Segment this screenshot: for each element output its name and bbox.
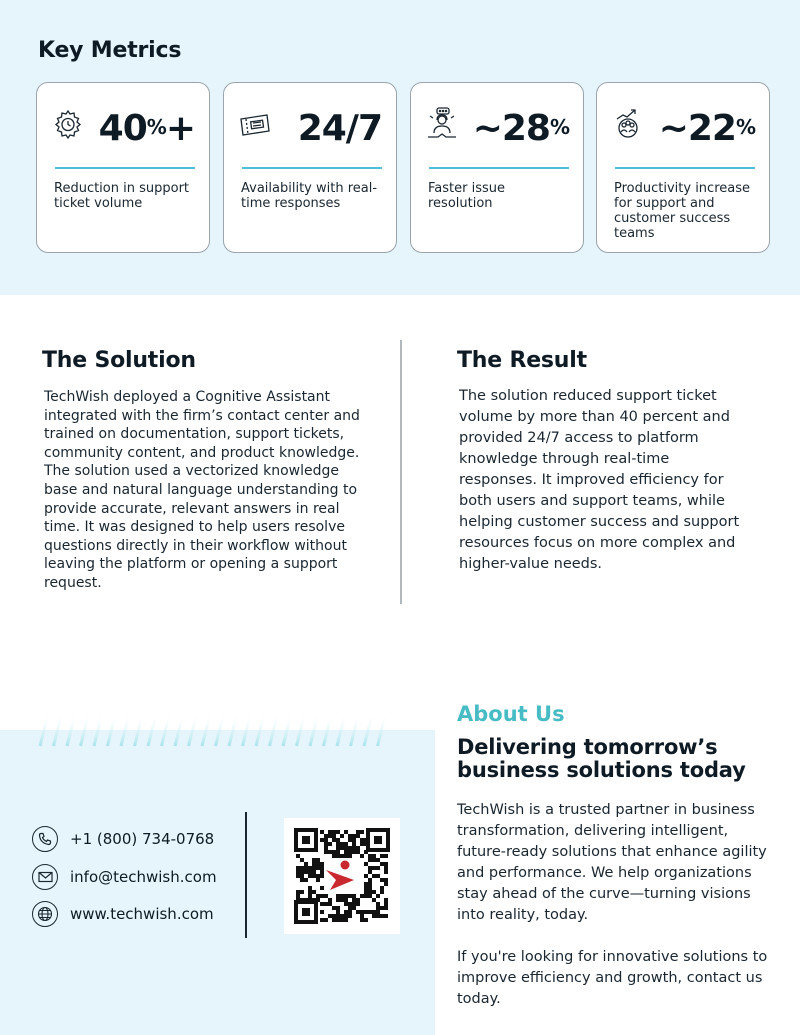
qr-module xyxy=(384,914,388,918)
about-headline-line: Delivering tomorrow’s xyxy=(457,735,718,759)
about-kicker: About Us xyxy=(457,702,565,726)
stripe xyxy=(283,714,291,746)
qr-module xyxy=(384,902,388,906)
qr-module xyxy=(336,894,340,898)
qr-module xyxy=(348,906,352,910)
qr-module xyxy=(352,898,356,902)
metric-card xyxy=(36,82,210,253)
stripe xyxy=(243,714,251,746)
qr-module xyxy=(300,878,304,882)
stripe xyxy=(175,714,183,746)
phone-row[interactable] xyxy=(32,826,214,852)
qr-module xyxy=(340,894,344,898)
qr-module xyxy=(344,902,348,906)
qr-module xyxy=(332,918,336,922)
qr-module xyxy=(332,838,336,842)
qr-module xyxy=(300,870,304,874)
qr-module xyxy=(344,910,348,914)
qr-module xyxy=(356,834,360,838)
qr-module xyxy=(380,862,384,866)
qr-module xyxy=(364,910,368,914)
stripe xyxy=(40,714,48,746)
qr-module xyxy=(332,850,336,854)
qr-module xyxy=(316,862,320,866)
qr-module xyxy=(368,886,372,890)
qr-module xyxy=(364,894,368,898)
qr-module xyxy=(328,850,332,854)
qr-module xyxy=(324,842,328,846)
qr-module xyxy=(320,918,324,922)
qr-module xyxy=(324,894,328,898)
qr-module xyxy=(328,914,332,918)
qr-module xyxy=(308,866,312,870)
qr-module xyxy=(348,838,352,842)
qr-module xyxy=(380,854,384,858)
qr-module xyxy=(364,890,368,894)
metric-rule xyxy=(429,167,569,169)
qr-module xyxy=(352,894,356,898)
qr-module xyxy=(356,846,360,850)
email-address: info@techwish.com xyxy=(70,868,217,886)
metric-desc: Reduction in support ticket volume xyxy=(54,181,190,211)
stripe xyxy=(108,714,116,746)
ticket-icon xyxy=(238,107,272,141)
metric-value: 24/7 xyxy=(297,108,382,149)
qr-module xyxy=(360,910,364,914)
qr-module xyxy=(336,846,340,850)
qr-module xyxy=(340,854,344,858)
qr-module xyxy=(372,910,376,914)
website-row[interactable] xyxy=(32,901,214,927)
qr-module xyxy=(296,870,300,874)
qr-module xyxy=(376,902,380,906)
qr-module xyxy=(320,874,324,878)
qr-module xyxy=(364,862,368,866)
stripe xyxy=(229,714,237,746)
metric-rule xyxy=(242,167,382,169)
stripe xyxy=(337,714,345,746)
qr-module xyxy=(332,854,336,858)
metric-desc: Availability with real-time responses xyxy=(241,181,378,211)
qr-module xyxy=(336,850,340,854)
qr-module xyxy=(316,874,320,878)
qr-module xyxy=(300,858,304,862)
qr-module xyxy=(352,906,356,910)
metric-rule xyxy=(615,167,755,169)
qr-module xyxy=(336,854,340,858)
qr-module xyxy=(368,890,372,894)
qr-module xyxy=(328,834,332,838)
support-agent-icon xyxy=(425,107,459,141)
metric-value: 40%+ xyxy=(98,108,195,149)
qr-module xyxy=(368,894,372,898)
qr-module xyxy=(368,910,372,914)
qr-module xyxy=(332,914,336,918)
phone-number: +1 (800) 734-0768 xyxy=(70,830,215,848)
qr-module xyxy=(384,898,388,902)
stripe xyxy=(324,714,332,746)
qr-module xyxy=(372,858,376,862)
qr-module xyxy=(320,866,324,870)
qr-module xyxy=(320,862,324,866)
qr-module xyxy=(336,830,340,834)
qr-module xyxy=(364,886,368,890)
qr-module xyxy=(368,866,372,870)
qr-module xyxy=(344,854,348,858)
metric-desc: Productivity increase for support and customer success teams xyxy=(614,181,750,241)
qr-module xyxy=(296,890,300,894)
qr-module xyxy=(360,918,364,922)
qr-module xyxy=(368,870,372,874)
stripe xyxy=(67,714,75,746)
phone-icon xyxy=(32,826,58,852)
about-headline-line: business solutions today xyxy=(457,758,746,782)
qr-module xyxy=(368,858,372,862)
stripe xyxy=(378,714,386,746)
email-row[interactable] xyxy=(32,864,217,890)
qr-module xyxy=(380,914,384,918)
team-growth-icon xyxy=(611,107,645,141)
qr-module xyxy=(324,838,328,842)
qr-module xyxy=(336,838,340,842)
qr-module xyxy=(328,898,332,902)
metric-value: ~28% xyxy=(472,108,569,149)
stripe xyxy=(297,714,305,746)
qr-module xyxy=(304,866,308,870)
qr-module xyxy=(360,854,364,858)
gear-clock-icon xyxy=(51,107,85,141)
qr-module xyxy=(340,846,344,850)
about-paragraph: TechWish is a trusted partner in business transformation, delivering intelligent, future-ready solutions that enhance agility and performance. We help organizations stay ahead of the curve—turning visions into reality, today. xyxy=(457,802,767,923)
qr-module xyxy=(308,890,312,894)
qr-module xyxy=(320,838,324,842)
qr-module xyxy=(376,894,380,898)
qr-module xyxy=(324,918,328,922)
qr-module xyxy=(348,910,352,914)
qr-module xyxy=(308,894,312,898)
stripe xyxy=(189,714,197,746)
qr-module xyxy=(352,902,356,906)
qr-module xyxy=(372,854,376,858)
qr-module xyxy=(344,898,348,902)
qr-module xyxy=(384,866,388,870)
qr-module xyxy=(344,830,348,834)
stripe xyxy=(364,714,372,746)
qr-module xyxy=(340,918,344,922)
qr-module xyxy=(380,890,384,894)
qr-module xyxy=(328,902,332,906)
qr-module xyxy=(300,890,304,894)
qr-module xyxy=(356,898,360,902)
qr-module xyxy=(328,830,332,834)
qr-module xyxy=(348,850,352,854)
metric-desc: Faster issue resolution xyxy=(428,181,505,211)
stripe xyxy=(94,714,102,746)
qr-module xyxy=(348,846,352,850)
qr-module xyxy=(320,902,324,906)
qr-module xyxy=(356,830,360,834)
qr-module xyxy=(336,918,340,922)
qr-module xyxy=(364,918,368,922)
qr-module xyxy=(376,914,380,918)
qr-module xyxy=(324,846,328,850)
qr-module xyxy=(308,870,312,874)
qr-module xyxy=(336,842,340,846)
qr-module xyxy=(384,854,388,858)
qr-module xyxy=(312,866,316,870)
metrics-title: Key Metrics xyxy=(38,38,182,63)
qr-module xyxy=(360,894,364,898)
qr-module xyxy=(376,866,380,870)
qr-module xyxy=(368,878,372,882)
qr-module xyxy=(300,866,304,870)
qr-module xyxy=(364,874,368,878)
qr-module xyxy=(360,842,364,846)
metric-card xyxy=(596,82,770,253)
mail-icon xyxy=(32,864,58,890)
qr-module xyxy=(308,874,312,878)
stripe xyxy=(216,714,224,746)
qr-module xyxy=(304,878,308,882)
qr-module xyxy=(316,894,320,898)
qr-module xyxy=(324,834,328,838)
qr-module xyxy=(308,886,312,890)
qr-module xyxy=(384,906,388,910)
qr-module xyxy=(324,850,328,854)
stripe xyxy=(148,714,156,746)
qr-module xyxy=(340,914,344,918)
qr-module xyxy=(332,830,336,834)
qr-module xyxy=(312,874,316,878)
qr-module xyxy=(348,914,352,918)
qr-module xyxy=(360,914,364,918)
qr-module xyxy=(348,834,352,838)
qr-module xyxy=(324,902,328,906)
qr-module xyxy=(312,862,316,866)
qr-module xyxy=(348,854,352,858)
qr-module xyxy=(332,834,336,838)
qr-module xyxy=(376,858,380,862)
column-divider xyxy=(400,340,402,604)
metric-card xyxy=(223,82,397,253)
qr-code-image xyxy=(284,818,400,934)
qr-module xyxy=(380,878,384,882)
qr-module xyxy=(340,898,344,902)
qr-module xyxy=(344,914,348,918)
contact-divider xyxy=(245,812,247,938)
qr-module xyxy=(296,854,300,858)
qr-module xyxy=(372,898,376,902)
qr-module xyxy=(380,886,384,890)
qr-module xyxy=(336,906,340,910)
qr-module xyxy=(336,898,340,902)
qr-module xyxy=(372,914,376,918)
stripe xyxy=(81,714,89,746)
stripe xyxy=(162,714,170,746)
qr-module xyxy=(368,854,372,858)
stripe xyxy=(256,714,264,746)
result-text: The solution reduced support ticket volume by more than 40 percent and provided 24/7 access to platform knowledge through real-time responses. It improved efficiency for both users and support teams, while helping customer success and support resources focus on more complex and higher-value needs. xyxy=(459,388,740,572)
qr-module xyxy=(360,838,364,842)
stripe xyxy=(351,714,359,746)
qr-module xyxy=(360,830,364,834)
result-title: The Result xyxy=(457,348,587,373)
qr-module xyxy=(376,910,380,914)
qr-module xyxy=(296,874,300,878)
qr-module xyxy=(344,842,348,846)
qr-module xyxy=(340,834,344,838)
qr-module xyxy=(320,830,324,834)
qr-module xyxy=(296,866,300,870)
qr-module xyxy=(372,866,376,870)
metric-rule xyxy=(55,167,195,169)
qr-module xyxy=(376,906,380,910)
qr-module xyxy=(312,858,316,862)
about-paragraph: If you're looking for innovative solutions to improve efficiency and growth, contact us today. xyxy=(457,949,768,1007)
qr-code[interactable] xyxy=(284,818,400,934)
qr-module xyxy=(312,890,316,894)
qr-module xyxy=(352,842,356,846)
solution-title: The Solution xyxy=(42,348,196,373)
stripe xyxy=(202,714,210,746)
qr-module xyxy=(344,894,348,898)
website-url: www.techwish.com xyxy=(70,905,214,923)
qr-module xyxy=(352,838,356,842)
qr-module xyxy=(328,842,332,846)
stripe xyxy=(270,714,278,746)
qr-module xyxy=(320,870,324,874)
brand-logo-icon xyxy=(324,860,360,890)
qr-module xyxy=(352,834,356,838)
qr-module xyxy=(348,902,352,906)
qr-module xyxy=(352,850,356,854)
solution-text: TechWish deployed a Cognitive Assistant integrated with the firm’s contact center and trained on documentation, support tickets, community content, and product knowledge. The solution used a vectorized knowledge base and natural language understanding to provide accurate, relevant answers in real time. It was designed to help users resolve questions directly in their workflow without leaving the platform or opening a support request. xyxy=(44,389,360,591)
metric-value: ~22% xyxy=(658,108,755,149)
qr-module xyxy=(384,878,388,882)
qr-module xyxy=(384,882,388,886)
qr-module xyxy=(300,874,304,878)
qr-module xyxy=(356,910,360,914)
qr-module xyxy=(356,902,360,906)
qr-module xyxy=(372,874,376,878)
qr-module xyxy=(316,878,320,882)
qr-module xyxy=(364,882,368,886)
qr-module xyxy=(384,870,388,874)
qr-module xyxy=(344,850,348,854)
globe-icon xyxy=(32,901,58,927)
qr-module xyxy=(356,850,360,854)
decorative-stripes xyxy=(36,712,396,748)
qr-module xyxy=(312,870,316,874)
qr-module xyxy=(376,874,380,878)
qr-module xyxy=(320,910,324,914)
qr-module xyxy=(348,894,352,898)
about-headline xyxy=(457,736,746,782)
qr-module xyxy=(344,846,348,850)
qr-module xyxy=(336,910,340,914)
qr-module xyxy=(352,846,356,850)
qr-module xyxy=(344,918,348,922)
qr-module xyxy=(304,870,308,874)
qr-module xyxy=(316,858,320,862)
stripe xyxy=(54,714,62,746)
metric-card xyxy=(410,82,584,253)
qr-module xyxy=(320,886,324,890)
qr-module xyxy=(372,890,376,894)
qr-module xyxy=(368,882,372,886)
qr-module xyxy=(340,842,344,846)
qr-module xyxy=(304,862,308,866)
stripe xyxy=(310,714,318,746)
qr-module xyxy=(320,894,324,898)
stripe xyxy=(135,714,143,746)
qr-module xyxy=(316,866,320,870)
qr-module xyxy=(332,906,336,910)
qr-module xyxy=(384,862,388,866)
qr-module xyxy=(296,894,300,898)
stripe xyxy=(121,714,129,746)
qr-module xyxy=(380,906,384,910)
qr-module xyxy=(336,914,340,918)
